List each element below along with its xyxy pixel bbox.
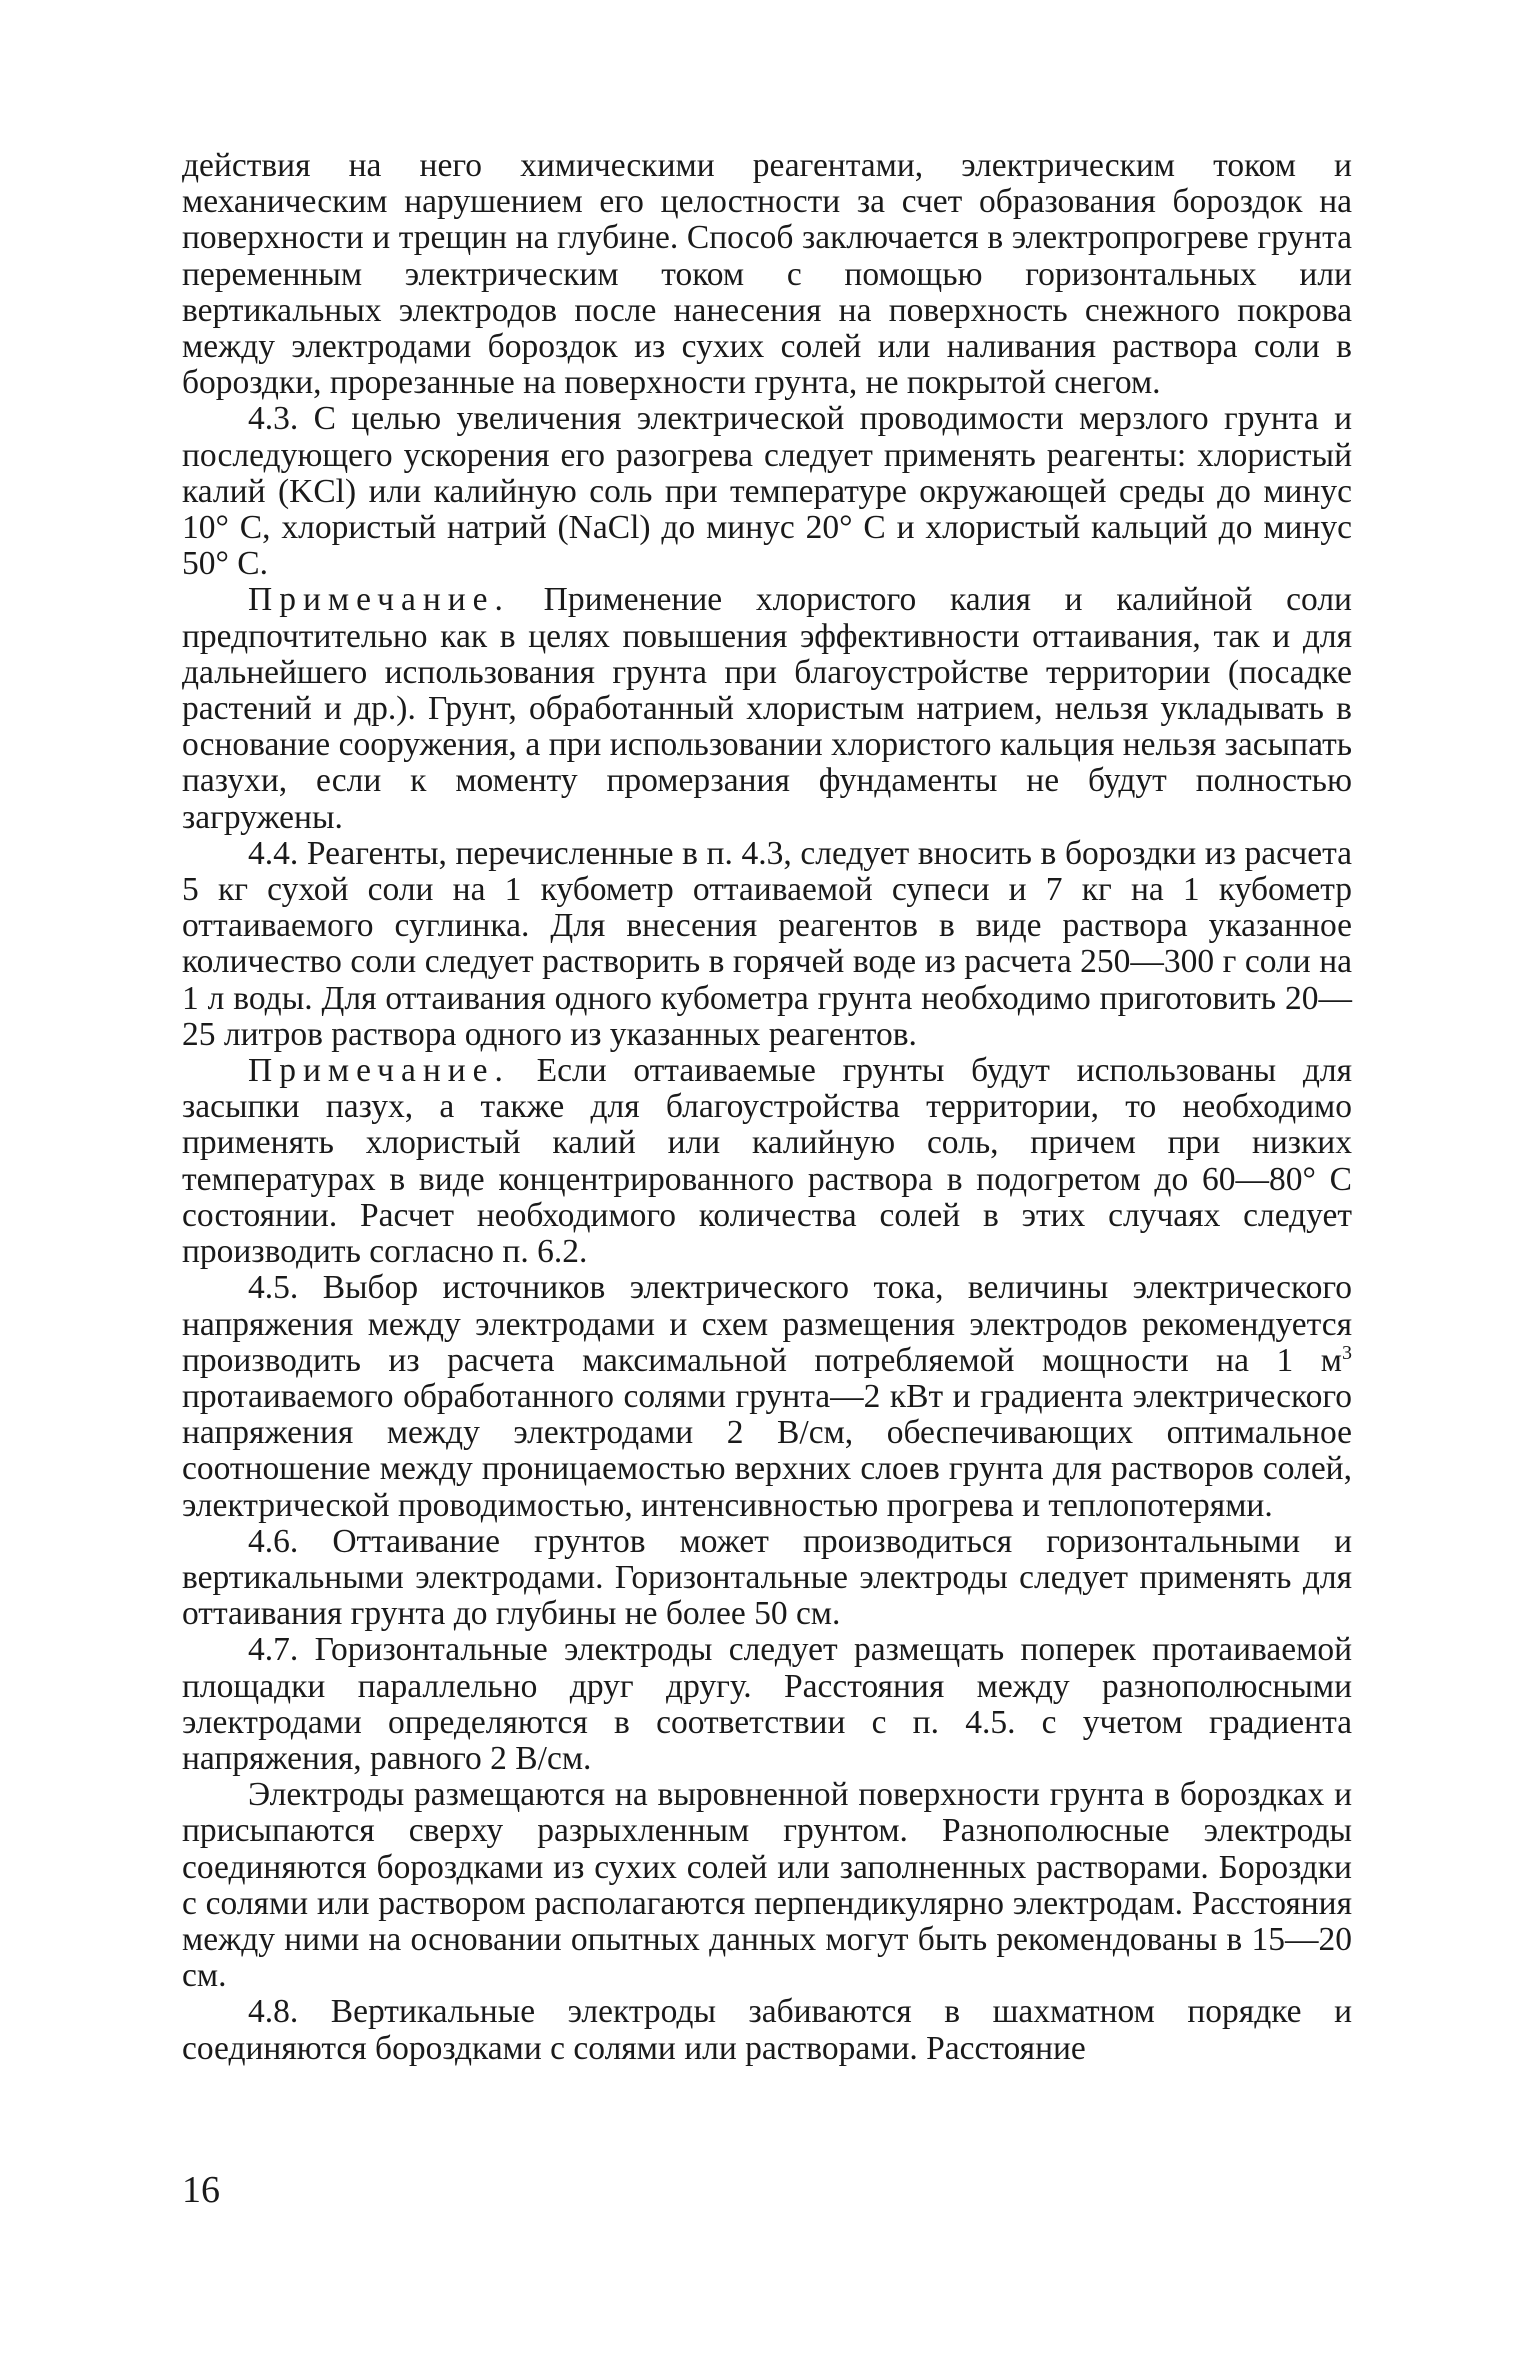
note-2 (182, 1053, 1352, 1270)
note-text: Если оттаиваемые грунты будут использованы для засыпки пазух, а также для благоустройства территории, то необходимо применять хлористый калий или калийную соль, причем при низких температурах в виде концентрированного раствора в подогретом до 60—80° С состоянии. Расчет необходимого количества солей в этих случаях следует производить согласно п. 6.2. (182, 1052, 1353, 1271)
body-text (182, 148, 1352, 2067)
clause-text: Реагенты, перечисленные в п. 4.3, следует вносить в бороздки из расчета 5 кг сухой соли на 1 кубометр оттаиваемой супеси и 7 кг на 1 кубометр оттаиваемого суглинка. Для внесения реагентов в виде раствора указанное количество соли следует растворить в горячей воде из расчета 250—300 г соли на 1 л воды. Для оттаивания одного кубометра грунта необходимо приготовить 20—25 литров раствора одного из указанных реагентов. (182, 834, 1352, 1053)
clause-4-6 (182, 1524, 1352, 1633)
note-label: Примечание. (248, 581, 510, 619)
note-text: Применение хлористого калия и калийной соли предпочтительно как в целях повышения эффективности оттаивания, так и для дальнейшего использования грунта при благоустройстве территории (посадке растений и др.). Грунт, обработанный хлористым натрием, нельзя укладывать в основание сооружения, а при использовании хлористого кальция нельзя засыпать пазухи, если к моменту промерзания фундаменты не будут полностью загружены. (182, 581, 1352, 836)
clause-text-part-2: протаиваемого обработанного солями грунта—2 кВт и градиента электрического напряжения между электродами 2 В/см, обеспечивающих оптимальное соотношение между проницаемостью верхних слоев грунта для растворов солей, электрической проводимостью, интенсивностью прогрева и теплопотерями. (182, 1377, 1352, 1524)
clause-number: 4.4. (248, 834, 299, 872)
clause-text: Оттаивание грунтов может производиться горизонтальными и вертикальными электродами. Горизонтальные электроды следует применять для оттаивания грунта до глубины не более 50 см. (182, 1522, 1353, 1633)
clause-number: 4.6. (248, 1522, 299, 1560)
clause-4-7 (182, 1632, 1352, 1777)
clause-number: 4.8. (248, 1993, 299, 2031)
paragraph-text: Электроды размещаются на выровненной поверхности грунта в бороздках и присыпаются сверху разрыхленным грунтом. Разнополюсные электроды соединяются бороздками из сухих солей или заполненных растворами. Бороздки с солями или раствором располагаются перпендикулярно электродам. Расстояния между ними на основании опытных данных могут быть рекомендованы в 15—20 см. (182, 1776, 1352, 1995)
clause-4-3 (182, 401, 1352, 582)
note-label: Примечание. (248, 1052, 510, 1090)
clause-number: 4.7. (248, 1631, 299, 1669)
clause-4-4 (182, 836, 1352, 1053)
clause-text: Горизонтальные электроды следует размещать поперек протаиваемой площадки параллельно друг другу. Расстояния между разнополюсными электродами определяются в соответствии с п. 4.5. с учетом градиента напряжения, равного 2 В/см. (182, 1631, 1353, 1777)
clause-4-8 (182, 1994, 1352, 2066)
paragraph-electrodes (182, 1777, 1352, 1994)
clause-text: Вертикальные электроды забиваются в шахматном порядке и соединяются бороздками с солями или растворами. Расстояние (182, 1993, 1352, 2067)
clause-number: 4.5. (248, 1269, 299, 1307)
clause-4-5 (182, 1270, 1352, 1523)
page-number: 16 (182, 2169, 220, 2211)
superscript-cubed: 3 (1342, 1341, 1352, 1364)
note-1 (182, 582, 1352, 835)
clause-text: С целью увеличения электрической проводимости мерзлого грунта и последующего ускорения его разогрева следует применять реагенты: хлористый калий (KCl) или калийную соль при температуре окружающей среды до минус 10° С, хлористый натрий (NaCl) до минус 20° С и хлористый кальций до минус 50° С. (182, 400, 1352, 583)
clause-number: 4.3. (248, 400, 299, 438)
paragraph-continuation (182, 148, 1352, 401)
clause-text-part-1: Выбор источников электрического тока, величины электрического напряжения между электродами и схем размещения электродов рекомендуется производить из расчета максимальной потребляемой мощности на 1 м (182, 1269, 1352, 1379)
paragraph-text: действия на него химическими реагентами, электрическим током и механическим нарушением его целостности за счет образования бороздок на поверхности и трещин на глубине. Способ заключается в электропрогреве грунта переменным электрическим током с помощью горизонтальных или вертикальных электродов после нанесения на поверхность снежного покрова между электродами бороздок из сухих солей или наливания раствора соли в бороздки, прорезанные на поверхности грунта, не покрытой снегом. (182, 147, 1352, 402)
